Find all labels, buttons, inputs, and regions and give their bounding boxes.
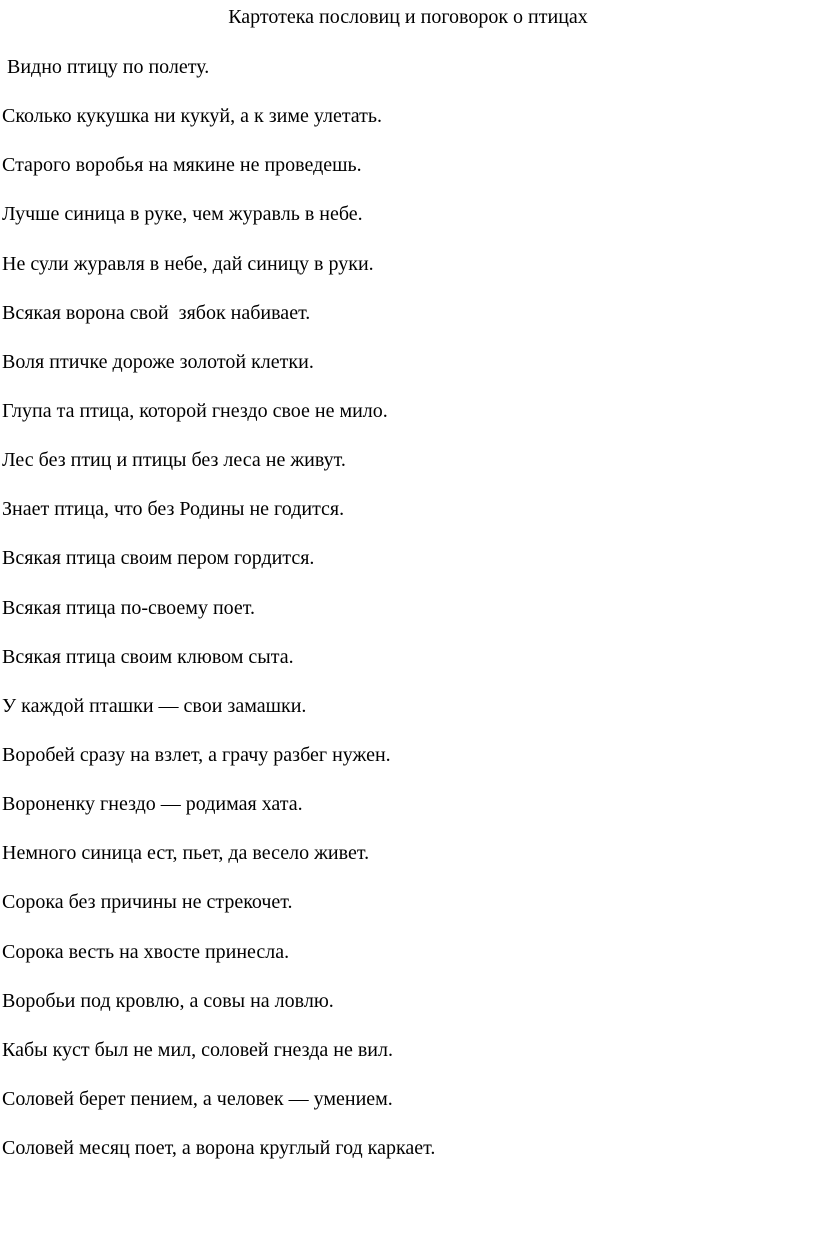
proverb-line: Воробей сразу на взлет, а грачу разбег нужен. (2, 743, 391, 766)
proverb-line: Сорока весть на хвосте принесла. (2, 940, 290, 963)
proverb-line: Кабы куст был не мил, соловей гнезда не вил. (2, 1038, 393, 1061)
proverb-line: Не сули журавля в небе, дай синицу в руки. (2, 252, 374, 275)
proverb-line: Воробьи под кровлю, а совы на ловлю. (2, 989, 334, 1012)
proverb-line: Глупа та птица, которой гнездо свое не мило. (2, 399, 388, 422)
proverb-line: Всякая птица по-своему поет. (2, 596, 256, 619)
proverb-line: Сколько кукушка ни кукуй, а к зиме улетать. (2, 105, 383, 128)
document-title: Картотека пословиц и поговорок о птицах (228, 6, 588, 28)
proverb-line: Всякая птица своим пером гордится. (2, 547, 315, 570)
proverb-line: Немного синица ест, пьет, да весело живет. (2, 842, 370, 865)
proverb-line: Сорока без причины не стрекочет. (2, 891, 293, 914)
proverb-line: Лучше синица в руке, чем журавль в небе. (2, 203, 363, 226)
proverb-line: Воля птичке дороже золотой клетки. (2, 350, 314, 373)
proverb-line: Всякая птица своим клювом сыта. (2, 645, 294, 668)
proverb-list (2, 54, 435, 1184)
proverb-line: Всякая ворона свой зябок набивает. (2, 301, 311, 324)
proverb-line: Старого воробья на мякине не проведешь. (2, 154, 362, 177)
proverb-line: У каждой пташки — свои замашки. (2, 694, 307, 717)
proverb-line: Соловей берет пением, а человек — умением. (2, 1087, 393, 1110)
proverb-line: Вороненку гнездо — родимая хата. (2, 793, 303, 816)
proverb-line: Видно птицу по полету. (2, 56, 210, 78)
proverb-line: Знает птица, что без Родины не годится. (2, 498, 345, 521)
proverb-line: Соловей месяц поет, а ворона круглый год каркает. (2, 1137, 436, 1160)
proverb-line: Лес без птиц и птицы без леса не живут. (2, 449, 346, 472)
